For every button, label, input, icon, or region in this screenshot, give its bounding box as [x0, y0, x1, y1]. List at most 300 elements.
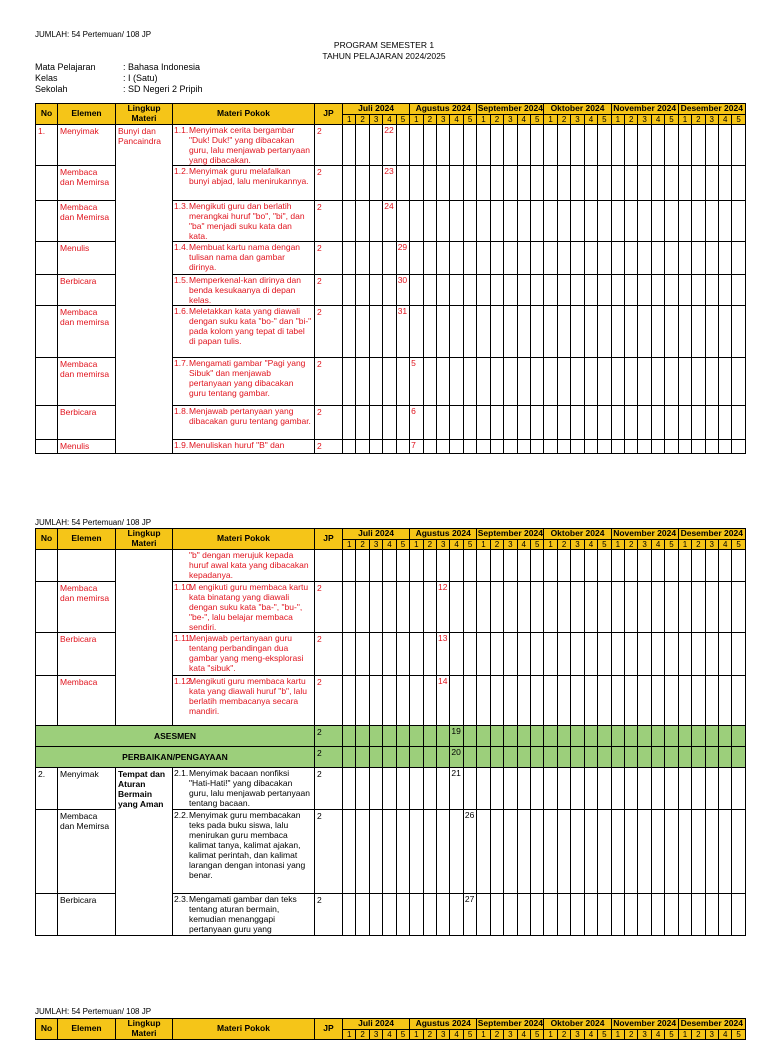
- week-cell: [423, 632, 436, 675]
- week-cell: [718, 767, 731, 809]
- week-cell: [557, 549, 570, 581]
- week-cell: [450, 632, 463, 675]
- week-cell: [665, 809, 678, 893]
- week-cell: [625, 274, 638, 305]
- materi-number: 2.3.: [174, 893, 189, 904]
- week-cell: [705, 274, 718, 305]
- week-cell: [571, 200, 584, 241]
- cell-elemen: Menyimak: [58, 767, 116, 809]
- week-cell: [732, 581, 745, 632]
- week-cell: [517, 274, 530, 305]
- week-cell: [423, 305, 436, 357]
- week-cell: [557, 746, 570, 767]
- col-elemen: Elemen: [58, 529, 116, 550]
- week-cell: [705, 165, 718, 200]
- col-week: 1: [410, 114, 423, 124]
- week-cell: [584, 581, 597, 632]
- week-cell: [732, 241, 745, 274]
- cell-no: [36, 274, 58, 305]
- week-cell: [504, 893, 517, 935]
- col-month: Desember 2024: [678, 104, 745, 115]
- cell-materi: [173, 241, 315, 274]
- col-week: 5: [665, 1029, 678, 1039]
- week-cell: [692, 809, 705, 893]
- week-cell: [396, 767, 409, 809]
- week-cell: [343, 581, 356, 632]
- cell-materi: [173, 549, 315, 581]
- week-cell: [557, 893, 570, 935]
- week-cell: [665, 767, 678, 809]
- week-cell: [463, 165, 476, 200]
- col-week: 3: [504, 114, 517, 124]
- week-cell: [410, 581, 423, 632]
- week-cell: [356, 165, 369, 200]
- week-cell: [598, 746, 611, 767]
- week-cell: [423, 200, 436, 241]
- week-cell: [410, 549, 423, 581]
- week-cell: [718, 439, 731, 453]
- week-cell: [651, 357, 664, 405]
- week-cell: [517, 200, 530, 241]
- week-cell-date: 14: [437, 675, 450, 725]
- week-cell: [625, 305, 638, 357]
- week-cell: [571, 725, 584, 746]
- week-cell: [517, 124, 530, 165]
- col-month: Agustus 2024: [410, 529, 477, 540]
- week-cell: [678, 241, 691, 274]
- week-cell: [343, 549, 356, 581]
- week-cell: [369, 274, 382, 305]
- week-cell: [571, 405, 584, 439]
- week-cell: [396, 725, 409, 746]
- week-cell: [692, 241, 705, 274]
- week-cell: [638, 725, 651, 746]
- cell-materi: [173, 357, 315, 405]
- col-materi: Materi Pokok: [173, 104, 315, 125]
- week-cell: [598, 274, 611, 305]
- week-cell: [571, 241, 584, 274]
- col-week: 1: [611, 1029, 624, 1039]
- cell-elemen: Menyimak: [58, 124, 116, 165]
- week-cell: [665, 746, 678, 767]
- week-cell: [356, 809, 369, 893]
- col-materi: Materi Pokok: [173, 529, 315, 550]
- week-cell: [383, 357, 396, 405]
- materi-text: Menyimak bacaan nonfiksi "Hati-Hati!" yang dibacakan guru, lalu menjawab pertanyaan tentang bacaan.: [189, 767, 310, 808]
- col-week: 2: [625, 539, 638, 549]
- week-cell: [544, 305, 557, 357]
- cell-jp: 2: [315, 124, 343, 165]
- col-week: 5: [396, 539, 409, 549]
- week-cell: [651, 725, 664, 746]
- week-cell: [598, 675, 611, 725]
- week-cell: [369, 675, 382, 725]
- week-cell: [625, 165, 638, 200]
- col-week: 4: [450, 114, 463, 124]
- week-cell: [665, 581, 678, 632]
- col-week: 2: [625, 114, 638, 124]
- cell-elemen: Berbicara: [58, 405, 116, 439]
- week-cell: [450, 549, 463, 581]
- week-cell: [517, 357, 530, 405]
- week-cell: [490, 809, 503, 893]
- week-cell: [571, 809, 584, 893]
- week-cell: [638, 124, 651, 165]
- week-cell: [463, 767, 476, 809]
- week-cell: [544, 767, 557, 809]
- cell-jp: 2: [315, 200, 343, 241]
- week-cell: [477, 241, 490, 274]
- materi-number: 1.2.: [174, 165, 189, 176]
- materi-text: Mengikuti guru dan berlatih merangkai huruf "bo", "bi", dan "ba" menjadi suku kata dan kata.: [189, 200, 305, 241]
- cell-elemen: Membaca dan Memirsa: [58, 200, 116, 241]
- week-cell-date: 13: [437, 632, 450, 675]
- week-cell: [625, 746, 638, 767]
- col-week: 3: [705, 114, 718, 124]
- cell-no: [36, 405, 58, 439]
- cell-materi: [173, 809, 315, 893]
- week-cell: [705, 809, 718, 893]
- week-cell: [544, 200, 557, 241]
- week-cell: [598, 165, 611, 200]
- week-cell: [584, 305, 597, 357]
- week-cell: [557, 725, 570, 746]
- col-week: 3: [638, 114, 651, 124]
- week-cell: [611, 549, 624, 581]
- week-cell: [369, 305, 382, 357]
- week-cell: [638, 200, 651, 241]
- col-week: 4: [584, 114, 597, 124]
- col-week: 1: [544, 1029, 557, 1039]
- week-cell: [423, 274, 436, 305]
- week-cell: [437, 549, 450, 581]
- week-cell: [410, 200, 423, 241]
- week-cell: [383, 405, 396, 439]
- week-cell: [450, 241, 463, 274]
- week-cell: [692, 767, 705, 809]
- cell-no: [36, 241, 58, 274]
- cell-lingkup: [116, 549, 173, 725]
- week-cell: [369, 200, 382, 241]
- col-week: 3: [437, 539, 450, 549]
- col-week: 4: [718, 1029, 731, 1039]
- col-no: No: [36, 104, 58, 125]
- cell-materi: [173, 632, 315, 675]
- week-cell: [557, 241, 570, 274]
- week-cell: [651, 200, 664, 241]
- week-cell: [343, 767, 356, 809]
- week-cell: [665, 725, 678, 746]
- week-cell: [732, 809, 745, 893]
- week-cell: [383, 893, 396, 935]
- week-cell: [477, 725, 490, 746]
- week-cell: [343, 200, 356, 241]
- cell-elemen: Membaca dan memirsa: [58, 305, 116, 357]
- materi-text: Mengamati gambar "Pagi yang Sibuk" dan menjawab pertanyaan yang dibacakan guru tentang gambar.: [189, 357, 306, 398]
- week-cell-date: 27: [463, 893, 476, 935]
- col-week: 2: [490, 114, 503, 124]
- week-cell: [665, 124, 678, 165]
- week-cell: [544, 405, 557, 439]
- cell-jp: 2: [315, 581, 343, 632]
- week-cell: [490, 241, 503, 274]
- week-cell: [732, 165, 745, 200]
- week-cell: [638, 439, 651, 453]
- week-cell: [544, 809, 557, 893]
- program-table-page3: [35, 1018, 746, 1040]
- col-week: 1: [678, 539, 691, 549]
- week-cell: [732, 893, 745, 935]
- week-cell: [571, 549, 584, 581]
- week-cell: [383, 746, 396, 767]
- week-cell: [584, 357, 597, 405]
- week-cell: [705, 581, 718, 632]
- week-cell: [343, 124, 356, 165]
- week-cell: [611, 675, 624, 725]
- week-cell-date: 5: [410, 357, 423, 405]
- week-cell: [571, 675, 584, 725]
- week-cell: [611, 581, 624, 632]
- week-cell: [718, 581, 731, 632]
- week-cell: [504, 165, 517, 200]
- materi-text: Memperkenal-kan dirinya dan benda kesukaanya di depan kelas.: [189, 274, 301, 305]
- cell-jp: [315, 549, 343, 581]
- week-cell: [369, 767, 382, 809]
- week-cell: [343, 675, 356, 725]
- week-cell: [557, 165, 570, 200]
- cell-no: 1.: [36, 124, 58, 165]
- week-cell: [504, 305, 517, 357]
- cell-jp: 2: [315, 165, 343, 200]
- week-cell: [356, 274, 369, 305]
- week-cell: [625, 893, 638, 935]
- col-month: Agustus 2024: [410, 104, 477, 115]
- week-cell: [490, 439, 503, 453]
- week-cell: [611, 809, 624, 893]
- week-cell: [450, 675, 463, 725]
- materi-number: 2.2.: [174, 809, 189, 820]
- week-cell: [638, 893, 651, 935]
- week-cell: [718, 165, 731, 200]
- cell-materi: [173, 274, 315, 305]
- cell-materi: [173, 439, 315, 453]
- week-cell: [718, 200, 731, 241]
- col-week: 2: [625, 1029, 638, 1039]
- col-week: 3: [504, 1029, 517, 1039]
- week-cell: [732, 357, 745, 405]
- col-week: 1: [477, 539, 490, 549]
- week-cell: [651, 241, 664, 274]
- week-cell: [490, 581, 503, 632]
- week-cell: [383, 675, 396, 725]
- materi-text: Menyimak cerita bergambar "Duk! Duk!" yang dibacakan guru, lalu menjawab pertanyaan yang dibacakan.: [189, 124, 310, 165]
- week-cell: [718, 632, 731, 675]
- col-week: 2: [557, 539, 570, 549]
- week-cell: [396, 632, 409, 675]
- week-cell: [396, 124, 409, 165]
- week-cell: [732, 632, 745, 675]
- week-cell: [383, 632, 396, 675]
- week-cell: [638, 632, 651, 675]
- week-cell: [463, 439, 476, 453]
- week-cell: [557, 357, 570, 405]
- week-cell: [383, 274, 396, 305]
- week-cell: [450, 274, 463, 305]
- week-cell: [665, 241, 678, 274]
- week-cell: [692, 357, 705, 405]
- week-cell: [611, 439, 624, 453]
- materi-number: 1.8.: [174, 405, 189, 416]
- week-cell: [343, 305, 356, 357]
- week-cell: [598, 809, 611, 893]
- week-cell: [692, 200, 705, 241]
- week-cell: [356, 305, 369, 357]
- week-cell: [598, 767, 611, 809]
- week-cell: [678, 767, 691, 809]
- week-cell: [625, 809, 638, 893]
- col-month: November 2024: [611, 529, 678, 540]
- week-cell: [423, 581, 436, 632]
- week-cell: [705, 357, 718, 405]
- week-cell: [396, 581, 409, 632]
- week-cell: [423, 549, 436, 581]
- week-cell: [557, 581, 570, 632]
- week-cell: [571, 893, 584, 935]
- week-cell: [544, 675, 557, 725]
- cell-jp: 2: [315, 746, 343, 767]
- col-week: 4: [584, 539, 597, 549]
- week-cell: [705, 549, 718, 581]
- week-cell: [584, 632, 597, 675]
- col-week: 2: [356, 1029, 369, 1039]
- col-jp: JP: [315, 529, 343, 550]
- week-cell: [356, 746, 369, 767]
- week-cell: [544, 165, 557, 200]
- week-cell: [571, 439, 584, 453]
- week-cell: [450, 581, 463, 632]
- week-cell: [718, 549, 731, 581]
- week-cell: [638, 274, 651, 305]
- week-cell: [678, 725, 691, 746]
- cell-materi: [173, 405, 315, 439]
- materi-number: 1.6.: [174, 305, 189, 316]
- materi-number: 1.7.: [174, 357, 189, 368]
- week-cell: [544, 124, 557, 165]
- week-cell: [665, 405, 678, 439]
- cell-elemen: Membaca dan Memirsa: [58, 809, 116, 893]
- col-week: 5: [665, 539, 678, 549]
- week-cell: [490, 200, 503, 241]
- cell-jp: 2: [315, 767, 343, 809]
- week-cell: [557, 632, 570, 675]
- col-month: September 2024: [477, 103, 543, 113]
- week-cell: [625, 439, 638, 453]
- week-cell: [423, 746, 436, 767]
- week-cell: [463, 274, 476, 305]
- col-week: 5: [530, 539, 543, 549]
- col-week: 3: [369, 1029, 382, 1039]
- week-cell: [383, 581, 396, 632]
- week-cell: [490, 767, 503, 809]
- week-cell: [383, 439, 396, 453]
- week-cell: [638, 746, 651, 767]
- document-title: PROGRAM SEMESTER 1: [333, 40, 435, 50]
- week-cell: [504, 725, 517, 746]
- col-week: 2: [557, 1029, 570, 1039]
- week-cell: [598, 439, 611, 453]
- week-cell: [557, 124, 570, 165]
- week-cell: [423, 439, 436, 453]
- week-cell-date: 7: [410, 439, 423, 453]
- cell-materi: [173, 893, 315, 935]
- week-cell: [463, 725, 476, 746]
- col-week: 2: [356, 114, 369, 124]
- week-cell: [437, 274, 450, 305]
- week-cell: [530, 746, 543, 767]
- week-cell: [504, 767, 517, 809]
- materi-number: 1.4.: [174, 241, 189, 252]
- week-cell: [611, 632, 624, 675]
- week-cell: [490, 165, 503, 200]
- materi-text: Menyimak guru membacakan teks pada buku siswa, lalu menirukan guru membaca kalimat tanya, kalimat ajakan, kalimat perintah, dan kalimat larangan dengan intonasi yang benar.: [189, 809, 306, 880]
- week-cell: [477, 581, 490, 632]
- cell-elemen: Membaca dan memirsa: [58, 581, 116, 632]
- week-cell: [678, 809, 691, 893]
- col-week: 1: [477, 114, 490, 124]
- week-cell-date: 21: [450, 767, 463, 809]
- materi-text: "b" dengan merujuk kepada huruf awal kata yang dibacakan kepadanya.: [189, 549, 309, 580]
- col-week: 2: [356, 539, 369, 549]
- week-cell: [584, 439, 597, 453]
- week-cell: [463, 305, 476, 357]
- week-cell: [557, 439, 570, 453]
- week-cell: [705, 124, 718, 165]
- week-cell: [678, 357, 691, 405]
- week-cell: [705, 632, 718, 675]
- col-month: September 2024: [477, 528, 543, 538]
- col-week: 5: [463, 1029, 476, 1039]
- week-cell: [530, 581, 543, 632]
- week-cell: [383, 305, 396, 357]
- cell-elemen: Membaca dan Memirsa: [58, 165, 116, 200]
- week-cell: [450, 893, 463, 935]
- col-month: November 2024: [611, 104, 678, 115]
- week-cell: [517, 725, 530, 746]
- col-week: 1: [678, 1029, 691, 1039]
- week-cell: [530, 357, 543, 405]
- week-cell: [611, 305, 624, 357]
- cell-jp: 2: [315, 305, 343, 357]
- week-cell: [638, 581, 651, 632]
- week-cell: [396, 893, 409, 935]
- week-cell: [665, 357, 678, 405]
- week-cell: [544, 581, 557, 632]
- col-week: 1: [477, 1029, 490, 1039]
- week-cell: [638, 675, 651, 725]
- week-cell: [504, 241, 517, 274]
- col-week: 3: [571, 1029, 584, 1039]
- week-cell: [343, 893, 356, 935]
- week-cell: [504, 632, 517, 675]
- cell-jp: 2: [315, 357, 343, 405]
- week-cell: [544, 241, 557, 274]
- week-cell: [477, 200, 490, 241]
- week-cell: [598, 357, 611, 405]
- col-week: 5: [530, 114, 543, 124]
- col-week: 4: [651, 1029, 664, 1039]
- week-cell: [651, 124, 664, 165]
- week-cell: [625, 357, 638, 405]
